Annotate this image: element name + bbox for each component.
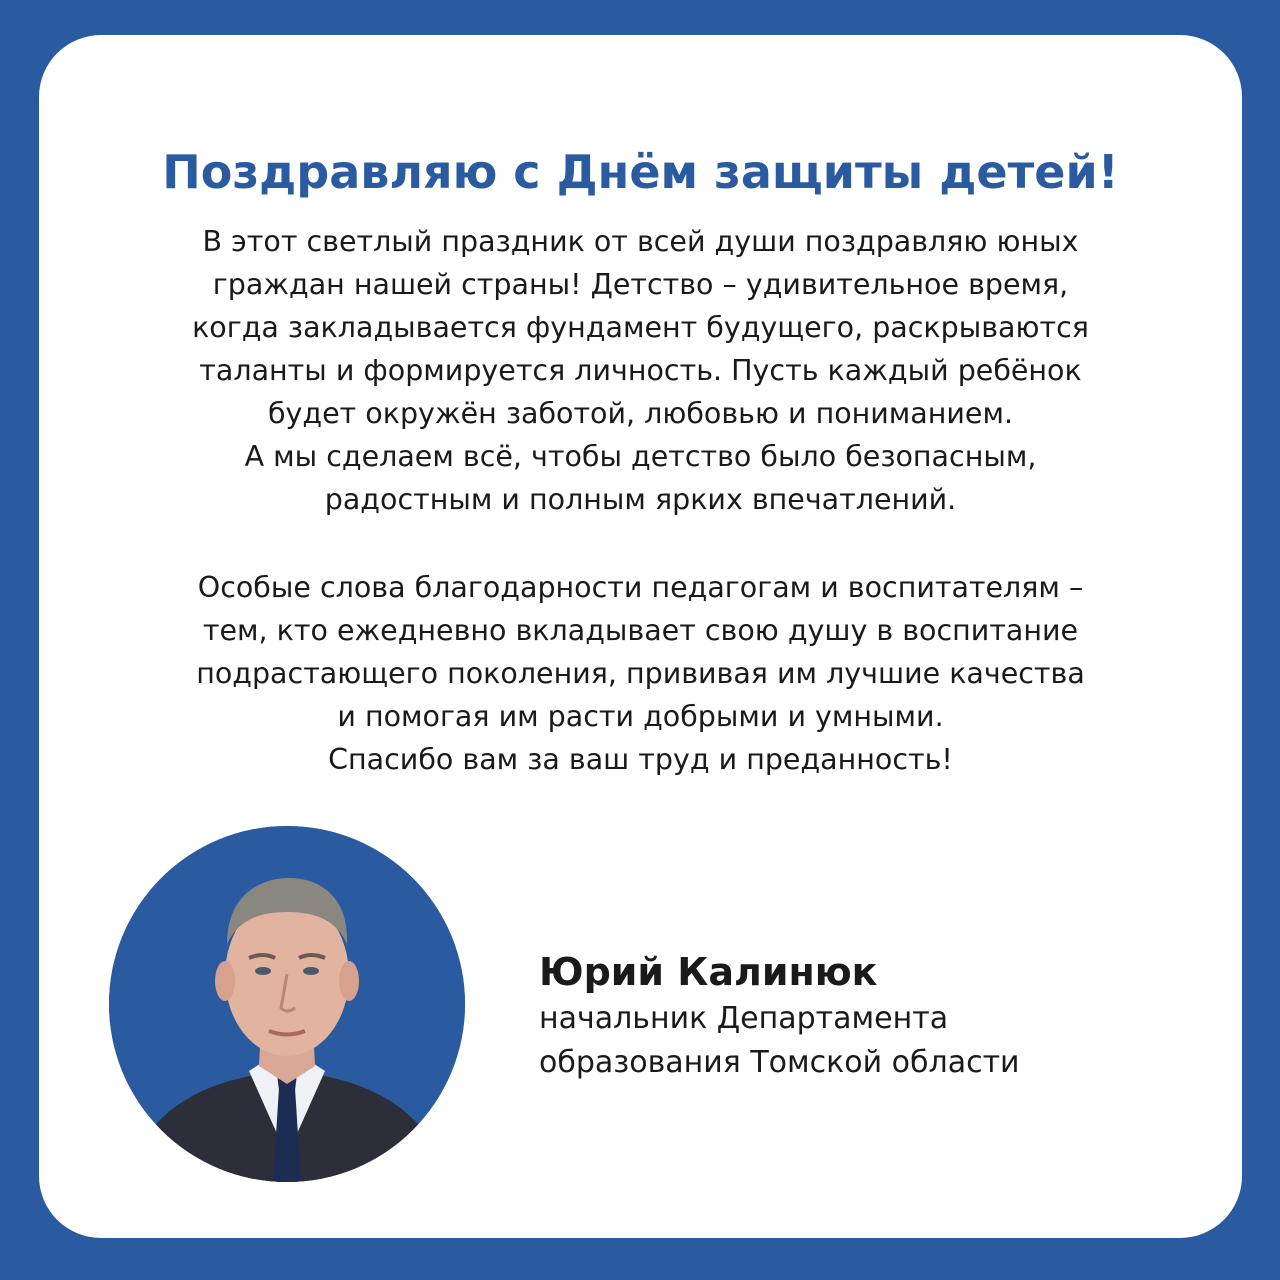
- paragraph-line: граждан нашей страны! Детство – удивительное время,: [212, 268, 1069, 301]
- signature-name: Юрий Калинюк: [539, 950, 878, 994]
- portrait-illustration: [109, 826, 465, 1182]
- page-title: Поздравляю с Днём защиты детей!: [162, 145, 1119, 199]
- paragraph-line: подрастающего поколения, прививая им лучшие качества: [196, 657, 1085, 690]
- signature-role-line: образования Томской области: [539, 1045, 1020, 1080]
- paragraph-line: таланты и формируется личность. Пусть каждый ребёнок: [199, 354, 1082, 387]
- paragraph-line: когда закладывается фундамент будущего, раскрываются: [192, 311, 1089, 344]
- paragraph-line: и помогая им расти добрыми и умными.: [337, 700, 944, 733]
- paragraph-line: будет окружён заботой, любовью и пониманием.: [267, 397, 1014, 430]
- paragraph-line: Особые слова благодарности педагогам и воспитателям –: [197, 571, 1084, 604]
- portrait-photo: [109, 826, 465, 1182]
- signature-role-line: начальник Департамента: [539, 1001, 949, 1036]
- paragraph-line: А мы сделаем всё, чтобы детство было безопасным,: [244, 440, 1037, 473]
- paragraph-line: тем, кто ежедневно вкладывает свою душу в воспитание: [202, 614, 1079, 647]
- signature-block: [539, 947, 1020, 1085]
- paragraph-line: радостным и полным ярких впечатлений.: [324, 483, 957, 516]
- paragraph-line: Спасибо вам за ваш труд и преданность!: [328, 743, 953, 776]
- greeting-paragraph: [79, 220, 1202, 521]
- greeting-card: [39, 35, 1242, 1238]
- paragraph-line: В этот светлый праздник от всей души поздравляю юных: [202, 225, 1079, 258]
- gratitude-paragraph: [79, 566, 1202, 781]
